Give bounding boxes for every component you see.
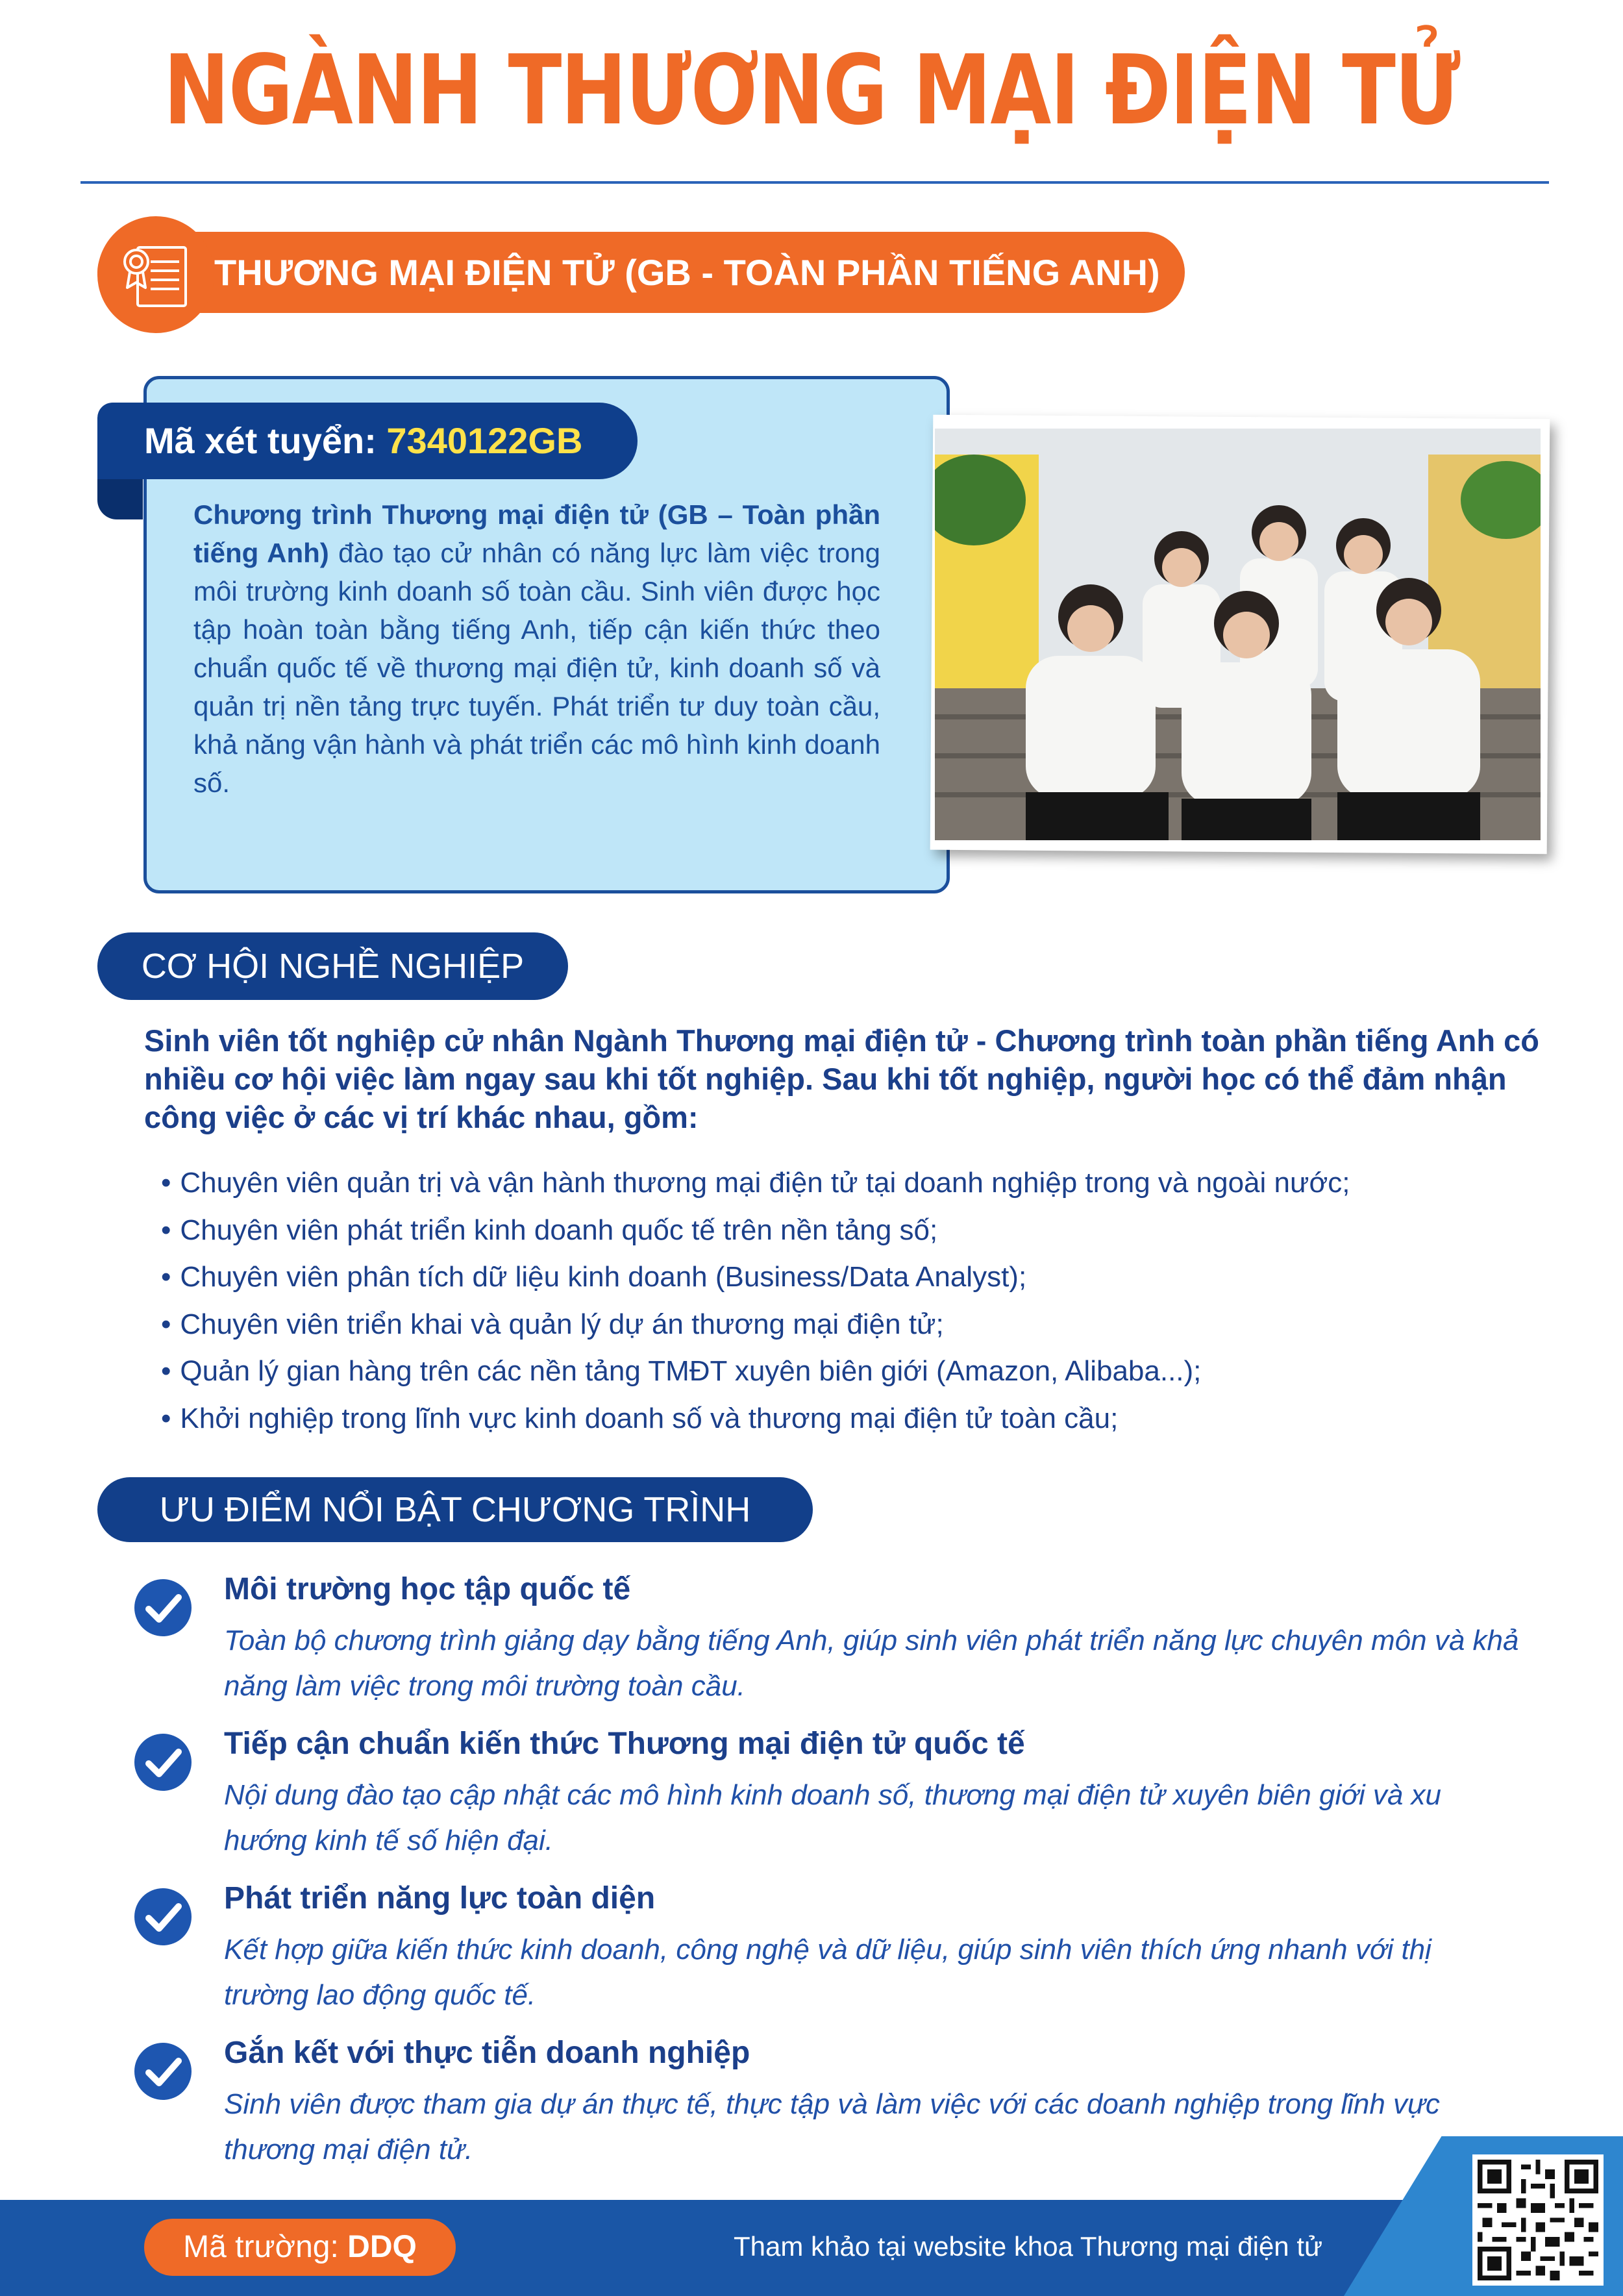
admission-code-label: Mã xét tuyển: (144, 420, 387, 461)
advantage-heading: Môi trường học tập quốc tế (224, 1572, 631, 1606)
website-reference: Tham khảo tại website khoa Thương mại điện tử (734, 2231, 1323, 2262)
admission-code-value: 7340122GB (386, 420, 583, 461)
career-intro: Sinh viên tốt nghiệp cử nhân Ngành Thương mại điện tử - Chương trình toàn phần tiếng Anh có nhiều cơ hội việc làm ngay sau khi tốt nghiệp. Sau khi tốt nghiệp, người học có thể đảm nhận công việc ở các vị trí khác nhau, gồm: (144, 1023, 1539, 1134)
school-code-value: DDQ (347, 2230, 417, 2264)
list-item: • Quản lý gian hàng trên các nền tảng TMĐT xuyên biên giới (Amazon, Alibaba...); (161, 1348, 1557, 1395)
career-section-title: CƠ HỘI NGHỀ NGHIỆP (141, 947, 525, 986)
check-circle-icon (133, 1732, 193, 1792)
title-divider (81, 181, 1549, 184)
certificate-icon (97, 216, 214, 333)
program-description-rest: đào tạo cử nhân có năng lực làm việc trong môi trường kinh doanh số toàn cầu. Sinh viên được học tập hoàn toàn bằng tiếng Anh, tiếp cận kiến thức theo chuẩn quốc tế về thương mại điện tử, kinh doanh số và quản trị nền tảng trực tuyến. Phát triển tư duy toàn cầu, khả năng vận hành và phát triển các mô hình kinh doanh số. (193, 538, 880, 798)
list-item: • Chuyên viên quản trị và vận hành thương mại điện tử tại doanh nghiệp trong và ngoài nước; (161, 1160, 1557, 1207)
admission-code (144, 403, 582, 479)
list-item: • Khởi nghiệp trong lĩnh vực kinh doanh số và thương mại điện tử toàn cầu; (161, 1395, 1557, 1443)
advantages-section-title: ƯU ĐIỂM NỔI BẬT CHƯƠNG TRÌNH (159, 1490, 751, 1529)
advantage-heading: Gắn kết với thực tiễn doanh nghiệp (224, 2036, 750, 2070)
page-title: NGÀNH THƯƠNG MẠI ĐIỆN TỬ (163, 34, 1460, 146)
qr-code-icon[interactable] (1472, 2154, 1604, 2286)
advantage-heading: Phát triển năng lực toàn diện (224, 1881, 656, 1915)
advantage-description: Sinh viên được tham gia dự án thực tế, thực tập và làm việc với các doanh nghiệp trong lĩnh vực thương mại điện tử. (224, 2088, 1440, 2165)
list-item: • Chuyên viên phân tích dữ liệu kinh doanh (Business/Data Analyst); (161, 1254, 1557, 1301)
list-item: • Chuyên viên triển khai và quản lý dự án thương mại điện tử; (161, 1301, 1557, 1349)
advantage-heading: Tiếp cận chuẩn kiến thức Thương mại điện tử quốc tế (224, 1727, 1025, 1761)
check-circle-icon (133, 2041, 193, 2101)
program-description (193, 495, 880, 802)
list-item: • Chuyên viên phát triển kinh doanh quốc tế trên nền tảng số; (161, 1207, 1557, 1254)
program-description-bold: Chương trình Thương mại điện tử (GB – Toàn phần tiếng Anh) (193, 499, 880, 568)
school-code-label: Mã trường: (183, 2230, 348, 2264)
advantage-description: Nội dung đào tạo cập nhật các mô hình kinh doanh số, thương mại điện tử xuyên biên giới và xu hướng kinh tế số hiện đại. (224, 1779, 1442, 1856)
check-circle-icon (133, 1578, 193, 1638)
school-code (144, 2219, 456, 2276)
advantage-description: Toàn bộ chương trình giảng dạy bằng tiếng Anh, giúp sinh viên phát triển năng lực chuyên môn và khả năng làm việc trong môi trường toàn cầu. (224, 1625, 1519, 1702)
students-photo (935, 429, 1541, 840)
code-pill-tail (97, 479, 143, 519)
career-list (161, 1160, 1557, 1442)
check-circle-icon (133, 1887, 193, 1947)
program-banner-label: THƯƠNG MẠI ĐIỆN TỬ (GB - TOÀN PHẦN TIẾNG ANH) (214, 252, 1160, 293)
advantage-description: Kết hợp giữa kiến thức kinh doanh, công nghệ và dữ liệu, giúp sinh viên thích ứng nhanh với thị trường lao động quốc tế. (224, 1934, 1431, 2011)
